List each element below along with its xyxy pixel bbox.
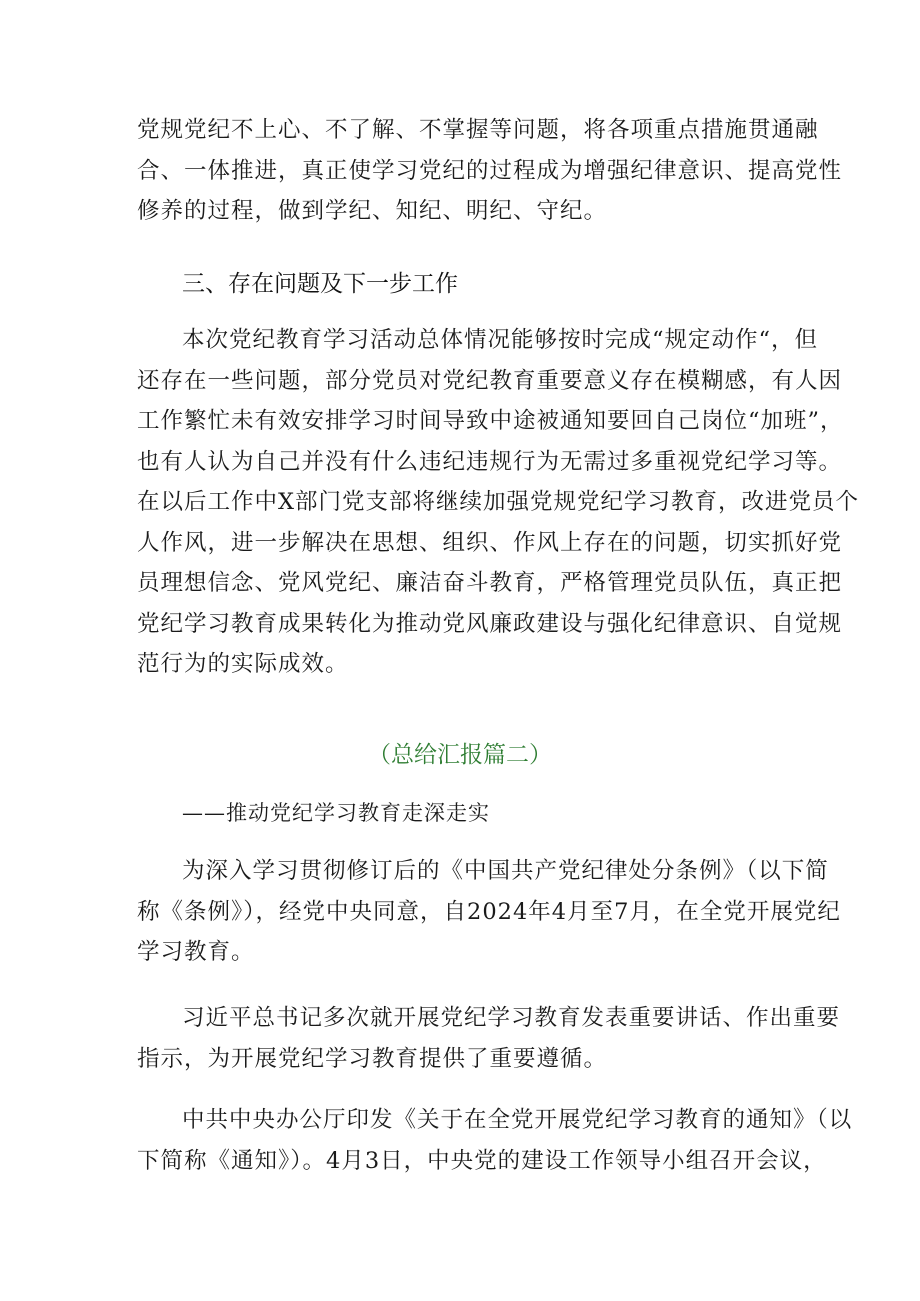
paragraph-regulations-intro (137, 851, 841, 973)
text-line: 中共中央办公厅印发《关于在全党开展党纪学习教育的通知》（以 (182, 1107, 853, 1133)
text-line: 范行为的实际成效。 (137, 651, 349, 677)
paragraph-existing-problems (137, 320, 860, 685)
subtitle-line: ——推动党纪学习教育走深走实 (182, 801, 490, 825)
text-line: 人作风，进一步解决在思想、组织、作风上存在的问题，切实抓好党 (137, 529, 843, 556)
text-line: 也有人认为自己并没有什么违纪违规行为无需过多重视党纪学习等。 (137, 448, 843, 475)
text-line: 党纪学习教育成果转化为推动党风廉政建设与强化纪律意识、自觉规 (137, 610, 843, 637)
section-heading-problems-next-steps: 三、存在问题及下一步工作 (182, 271, 458, 297)
text-line: 党规党纪不上心、不了解、不掌握等问题，将各项重点措施贯通融 (137, 117, 819, 143)
text-line: 指示，为开展党纪学习教育提供了重要遵循。 (137, 1045, 608, 1072)
text-line: 工作繁忙未有效安排学习时间导致中途被通知要回自己岗位“加班”， (137, 408, 844, 434)
section-title-report-part-two: （总给汇报篇二） (368, 742, 552, 768)
paragraph-discipline-integration (137, 110, 843, 232)
text-line: 员理想信念、党风党纪、廉洁奋斗教育，严格管理党员队伍，真正把 (137, 570, 843, 596)
text-line: 合、一体推进，真正使学习党纪的过程成为增强纪律意识、提高党性 (137, 157, 843, 184)
text-line: 还存在一些问题，部分党员对党纪教育重要意义存在模糊感，有人因 (137, 367, 843, 394)
text-line: 学习教育。 (137, 939, 255, 965)
paragraph-notice (137, 1100, 853, 1181)
text-line: 习近平总书记多次就开展党纪学习教育发表重要讲话、作出重要 (182, 1005, 841, 1031)
paragraph-instructions (137, 998, 841, 1079)
text-line: 称《条例》），经党中央同意，自2024年4月至7月，在全党开展党纪 (137, 898, 841, 925)
text-line: 修养的过程，做到学纪、知纪、明纪、守纪。 (137, 198, 608, 224)
text-line: 下简称《通知》）。4月3日，中央党的建设工作领导小组召开会议， (137, 1147, 827, 1174)
text-line: 在以后工作中X部门党支部将继续加强党规党纪学习教育，改进党员个 (137, 489, 860, 515)
text-line: 本次党纪教育学习活动总体情况能够按时完成“规定动作“，但 (182, 327, 819, 353)
text-line: 为深入学习贯彻修订后的《中国共产党纪律处分条例》（以下简 (182, 858, 829, 884)
